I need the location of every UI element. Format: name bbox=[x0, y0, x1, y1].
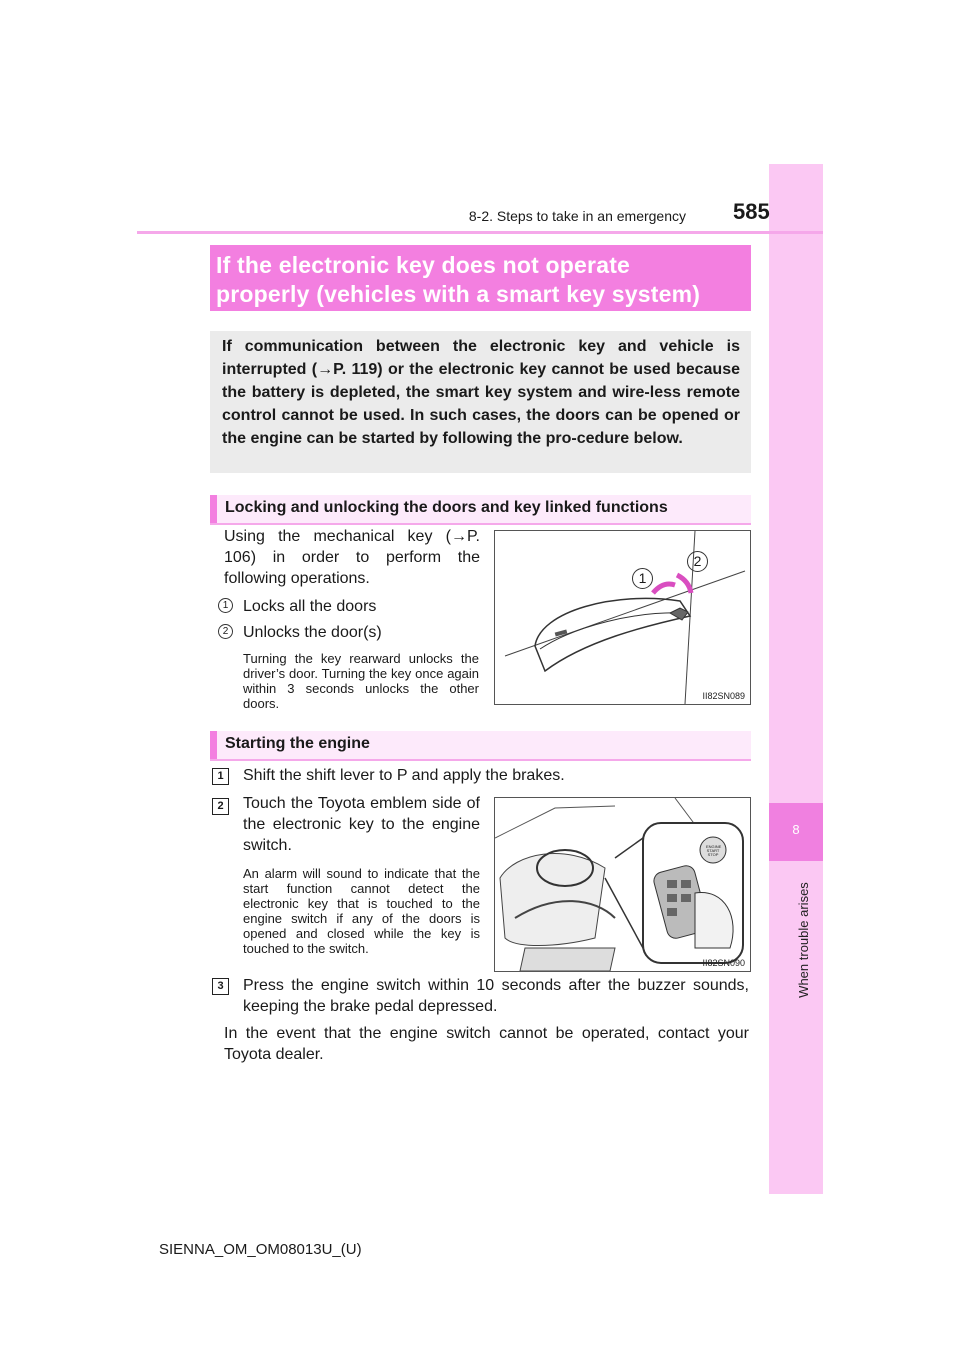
figure-code: II82SN090 bbox=[702, 958, 745, 968]
title-line-2: properly (vehicles with a smart key system) bbox=[216, 281, 701, 307]
figure-code: II82SN089 bbox=[702, 691, 745, 701]
figure-callout-2: 2 bbox=[687, 551, 708, 572]
intro-text: If communication between the electronic key and vehicle is interrupted (→P. 119) or the electronic key cannot be used because the battery is depleted, the smart key system and wire-less remote control cannot be used. In such cases, the doors can be opened or the engine can be started by following the pro-cedure below. bbox=[222, 338, 740, 447]
step-text-2: Touch the Toyota emblem side of the electronic key to the engine switch. bbox=[243, 795, 480, 854]
step-text-1: Shift the shift lever to P and apply the brakes. bbox=[243, 767, 565, 784]
running-header: 8-2. Steps to take in an emergency bbox=[468, 208, 686, 224]
title-line-1: If the electronic key does not operate bbox=[216, 252, 631, 278]
locking-lead: Using the mechanical key (→P. 106) in order to perform the following operations. bbox=[224, 528, 480, 587]
section-header-starting bbox=[210, 731, 751, 759]
step-text-3: Press the engine switch within 10 seconds after the buzzer sounds, keeping the brake pedal depressed. bbox=[243, 977, 749, 1015]
section-title: Locking and unlocking the doors and key linked functions bbox=[225, 499, 668, 516]
figure-callout-1: 1 bbox=[632, 568, 653, 589]
item-text-2: Unlocks the door(s) bbox=[243, 624, 382, 641]
page-number: 585 bbox=[733, 199, 770, 224]
step-number-3: 3 bbox=[212, 978, 229, 995]
chapter-number: 8 bbox=[792, 822, 800, 837]
cabin-illustration bbox=[495, 798, 750, 971]
closing-text: In the event that the engine switch cannot be operated, contact your Toyota dealer. bbox=[224, 1025, 749, 1063]
item-text-1: Locks all the doors bbox=[243, 598, 377, 615]
chapter-title: When trouble arises bbox=[796, 882, 811, 998]
item-number-1: 1 bbox=[218, 598, 233, 613]
title-banner bbox=[210, 245, 751, 311]
chapter-side-tab bbox=[769, 164, 823, 1194]
step-number-1: 1 bbox=[212, 768, 229, 785]
engine-switch-label: ENGINE START STOP bbox=[706, 844, 722, 857]
door-handle-illustration bbox=[495, 531, 750, 704]
door-handle-figure bbox=[494, 530, 751, 705]
chapter-title-vertical bbox=[772, 880, 820, 1000]
step-number-2: 2 bbox=[212, 798, 229, 815]
engine-switch-figure bbox=[494, 797, 751, 972]
section-title: Starting the engine bbox=[225, 735, 370, 752]
header-rule bbox=[137, 231, 823, 234]
step2-note: An alarm will sound to indicate that the start function cannot detect the electronic key that is touched to the engine switch if any of the doors is opened and closed while the key is touched to the switch. bbox=[243, 866, 480, 956]
locking-note: Turning the key rearward unlocks the driver’s door. Turning the key once again within 3 seconds unlocks the other doors. bbox=[243, 651, 479, 711]
section-header-locking bbox=[210, 495, 751, 523]
item-number-2: 2 bbox=[218, 624, 233, 639]
document-code: SIENNA_OM_OM08013U_(U) bbox=[159, 1241, 362, 1258]
intro-box bbox=[210, 331, 751, 473]
